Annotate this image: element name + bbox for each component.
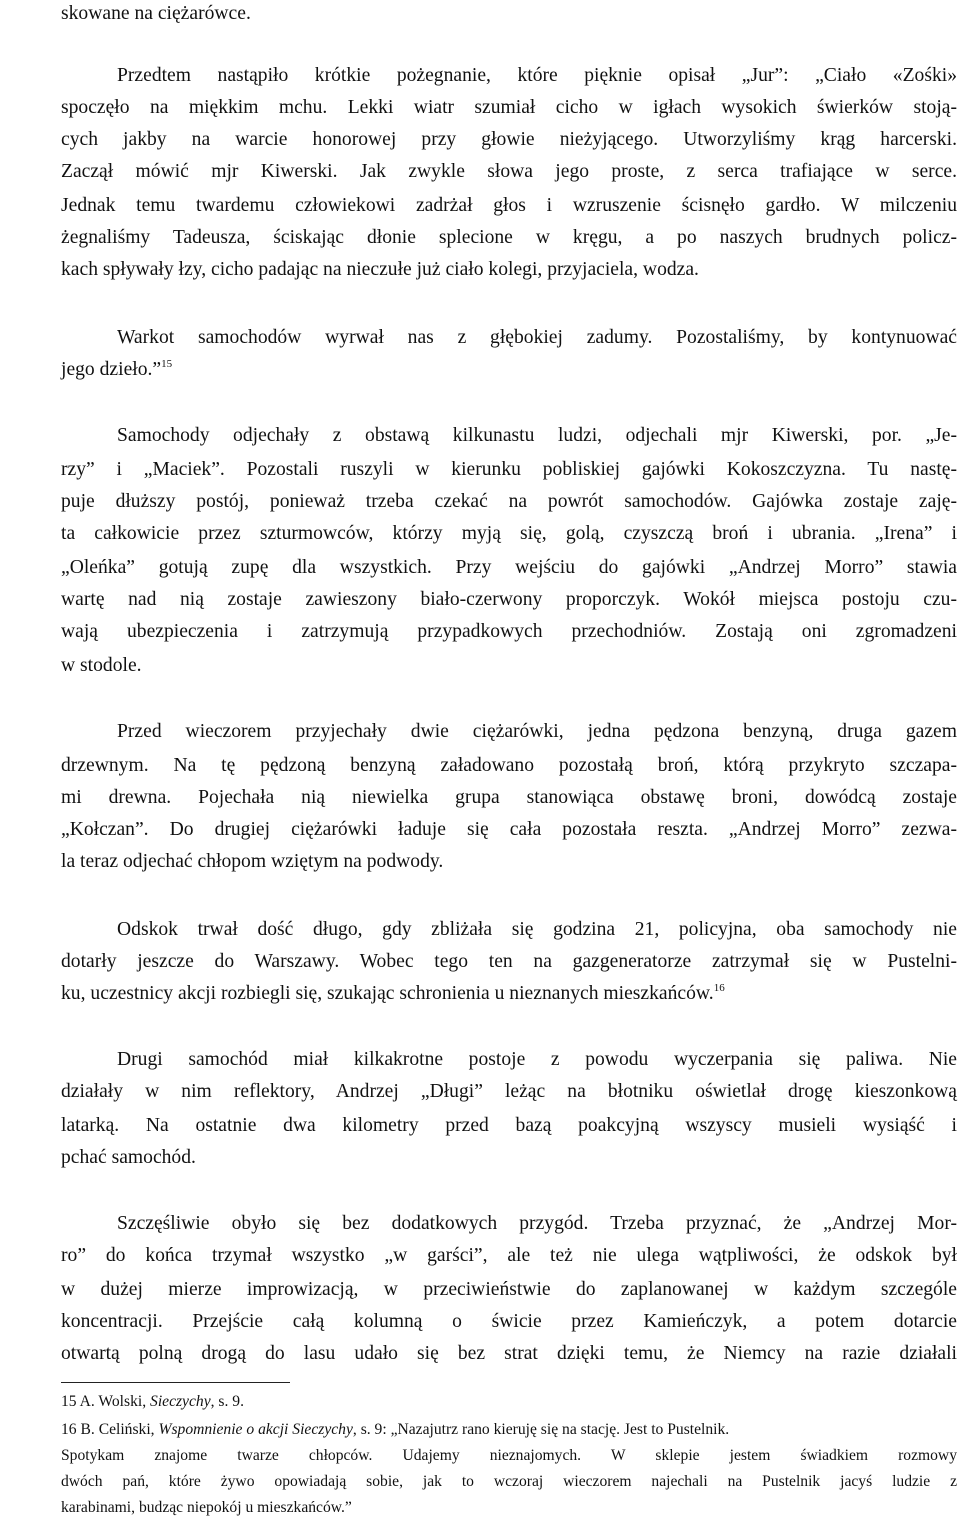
paragraph-start: Przed wieczorem przyjechały dwie ciężarówki, jedna pędzona benzyną, druga gazem — [117, 721, 957, 742]
text-line: puje dłuższy postój, ponieważ trzeba czekać na powrót samochodów. Gajówka zostaje zaję- — [61, 491, 957, 512]
text-line: dotarły jeszcze do Warszawy. Wobec tego ten na gazgeneratorze zatrzymał się w Pustelni- — [61, 951, 957, 972]
text-line: cych jakby na warcie honorowej przy głowie nieżyjącego. Utworzyliśmy krąg harcerski. — [61, 129, 957, 150]
text-line: Jednak temu twardemu człowiekowi zadrżał głos i wzruszenie ścisnęło gardło. W milczeniu — [61, 195, 957, 216]
footnote-text: , s. 9. — [210, 1393, 244, 1410]
paragraph-start: Samochody odjechały z obstawą kilkunastu ludzi, odjechali mjr Kiwerski, por. „Je- — [117, 425, 957, 446]
text-line: rzy” i „Maciek”. Pozostali ruszyli w kierunku pobliskiej gajówki Kokoszczyzna. Tu nastę- — [61, 459, 957, 480]
text-line: skowane na ciężarówce. — [61, 3, 251, 24]
footnote-title: Wspomnienie o akcji Sieczychy — [158, 1421, 353, 1438]
footnote-16 — [61, 1420, 957, 1440]
text-line: otwartą polną drogą do lasu udało się bez strat dzięki temu, że Niemcy na razie działali — [61, 1343, 957, 1364]
footnote-text: 16 B. Celiński, — [61, 1421, 159, 1438]
text-line: ta całkowicie przez szturmowców, którzy myją się, golą, czyszczą broń i ubrania. „Irena” i — [61, 523, 957, 544]
text-line — [61, 982, 957, 1006]
paragraph-start: Warkot samochodów wyrwał nas z głębokiej zadumy. Pozostaliśmy, by kontynuować — [117, 327, 957, 348]
footnote-text: , s. 9: „Nazajutrz rano kieruję się na stację. Jest to Pustelnik. — [352, 1421, 730, 1438]
footnote-title: Sieczychy — [150, 1393, 211, 1410]
paragraph-start: Szczęśliwie obyło się bez dodatkowych przygód. Trzeba przyznać, że „Andrzej Mor- — [117, 1213, 957, 1234]
text-line: ro” do końca trzymał wszystko „w garści”, ale też nie ulega wątpliwości, że odskok był — [61, 1245, 957, 1266]
footnote-text: 15 A. Wolski, — [61, 1393, 151, 1410]
text-line: spoczęło na miękkim mchu. Lekki wiatr szumiał cicho w igłach wysokich świerków stoją- — [61, 97, 957, 118]
footnote-16-line: Spotykam znajome twarze chłopców. Udajemy nieznajomych. W sklepie jestem świadkiem rozmowy — [61, 1447, 957, 1464]
text-span: ku, uczestnicy akcji rozbiegli się, szukając schronienia u nieznanych mieszkańców. — [61, 983, 714, 1004]
text-line: działały w nim reflektory, Andrzej „Długi” leżąc na błotniku oświetlał drogę kieszonkową — [61, 1081, 957, 1102]
text-line: koncentracji. Przejście całą kolumną o świcie przez Kamieńczyk, a potem dotarcie — [61, 1311, 957, 1332]
text-line: Zaczął mówić mjr Kiwerski. Jak zwykle słowa jego proste, z serca trafiające w serce. — [61, 161, 957, 182]
text-line: kach spływały łzy, cicho padając na nieczułe już ciało kolegi, przyjaciela, wodza. — [61, 259, 699, 280]
text-line: latarką. Na ostatnie dwa kilometry przed bazą poakcyjną wszyscy musieli wysiąść i — [61, 1115, 957, 1136]
paragraph-start: Odskok trwał dość długo, gdy zbliżała się godzina 21, policyjna, oba samochody nie — [117, 919, 957, 940]
text-line: w stodole. — [61, 655, 142, 676]
text-line: „Kołczan”. Do drugiej ciężarówki ładuje się cała pozostała reszta. „Andrzej Morro” zezwa- — [61, 819, 957, 840]
paragraph-start: Przedtem nastąpiło krótkie pożegnanie, które pięknie opisał „Jur”: „Ciało «Zośki» — [117, 65, 957, 86]
text-line: w dużej mierze improwizacją, w przeciwieństwie do zaplanowanej w każdym szczególe — [61, 1279, 957, 1300]
text-line: „Oleńka” gotują zupę dla wszystkich. Przy wejściu do gajówki „Andrzej Morro” stawia — [61, 557, 957, 578]
footnote-16-line: karabinami, budząc niepokój u mieszkańców.” — [61, 1499, 352, 1516]
footnote-15 — [61, 1392, 957, 1412]
text-line: drzewnym. Na tę pędzoną benzyną załadowano pozostałą broń, którą przykryto szczapa- — [61, 755, 957, 776]
text-line: wartę nad nią zostaje zawieszony biało-czerwony proporczyk. Wokół miejsca postoju czu- — [61, 589, 957, 610]
text-line: pchać samochód. — [61, 1147, 196, 1168]
text-span: jego dzieło.” — [61, 359, 162, 380]
footnote-divider — [61, 1382, 290, 1383]
paragraph-start: Drugi samochód miał kilkakrotne postoje z powodu wyczerpania się paliwa. Nie — [117, 1049, 957, 1070]
text-line — [61, 358, 957, 382]
footnote-ref: 16 — [713, 982, 725, 994]
text-line: wają ubezpieczenia i zatrzymują przypadkowych przechodniów. Zostają oni zgromadzeni — [61, 621, 957, 642]
footnote-16-line: dwóch pań, które żywo opowiadają sobie, jak to wczoraj wieczorem najechali na Pustelnik jacyś ludzie z — [61, 1473, 957, 1490]
text-line: mi drewna. Pojechała nią niewielka grupa stanowiąca obstawę broni, dowódcą zostaje — [61, 787, 957, 808]
text-line: la teraz odjechać chłopom wziętym na podwody. — [61, 851, 444, 872]
footnote-ref: 15 — [161, 358, 173, 370]
text-line: żegnaliśmy Tadeusza, ściskając dłonie splecione w kręgu, a po naszych brudnych policz- — [61, 227, 957, 248]
